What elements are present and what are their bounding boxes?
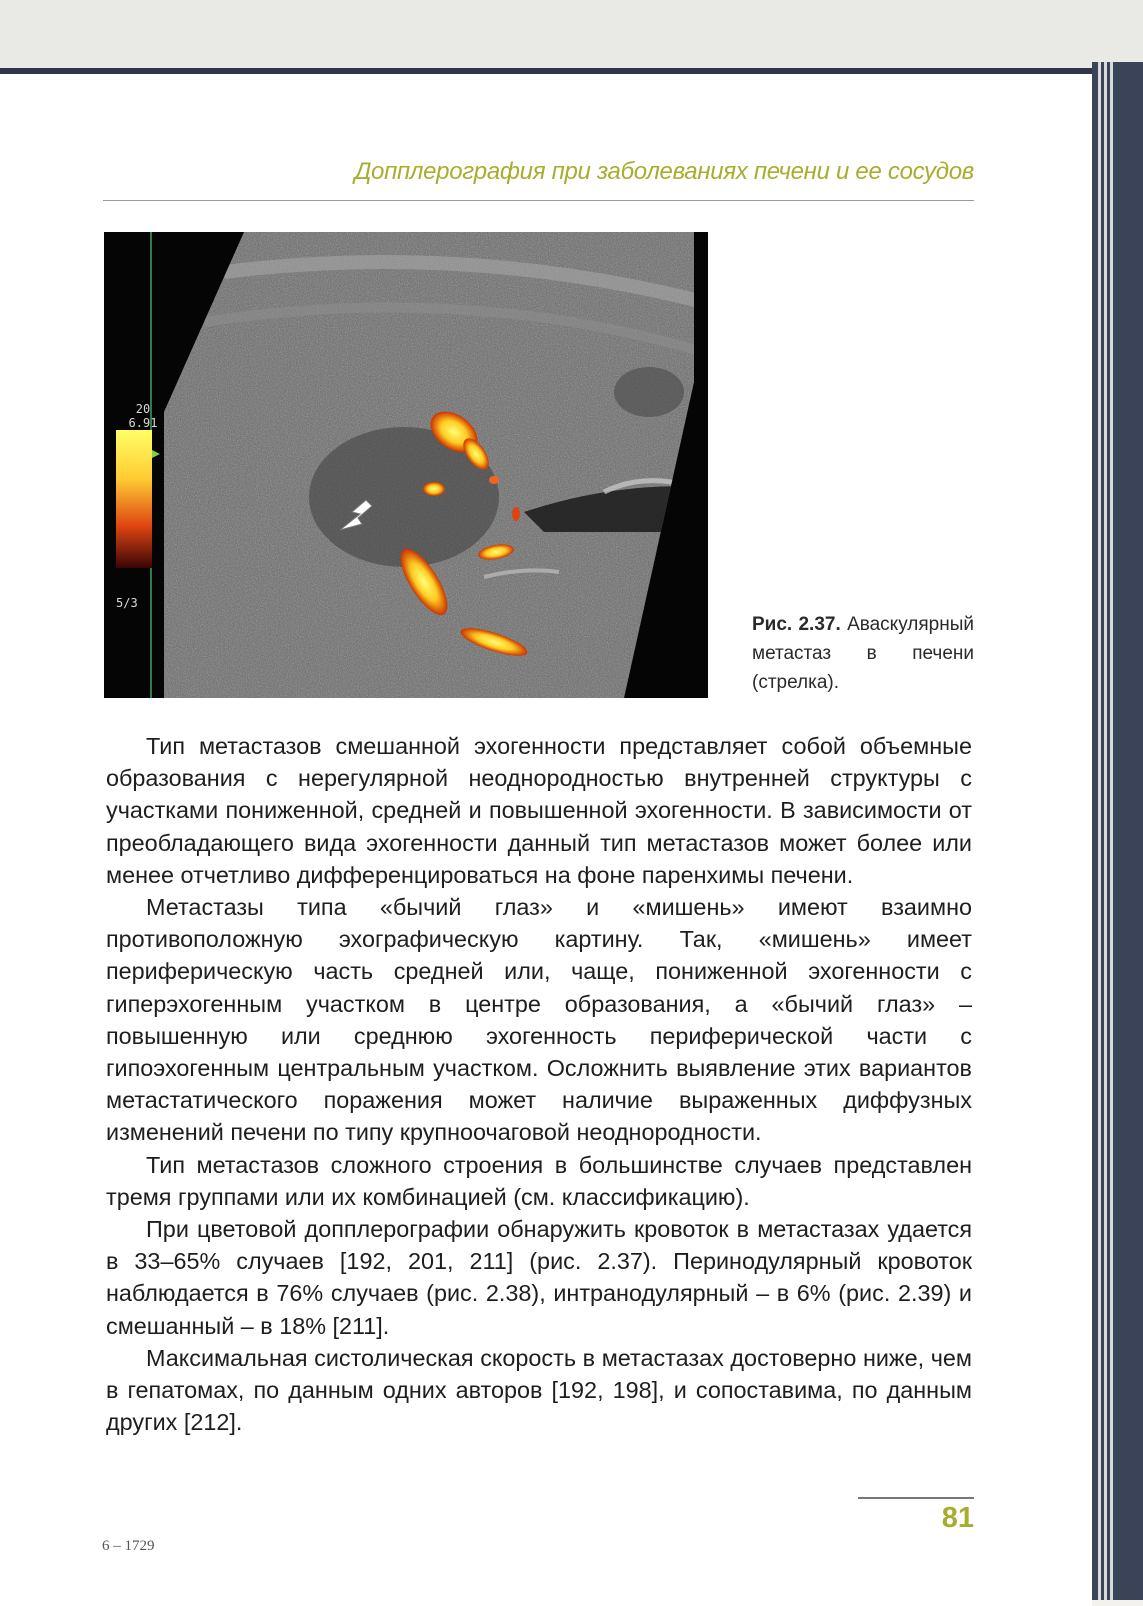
paragraph: Максимальная систолическая скорость в метастазах достоверно ниже, чем в гепатомах, по данным одних авторов [192, 198], и сопоставима, по данным других [212]. bbox=[106, 1344, 972, 1436]
body-text bbox=[106, 730, 972, 1438]
scan-top-margin bbox=[0, 0, 1143, 68]
scale-bottom-label: 5/3 bbox=[116, 596, 138, 610]
ultrasound-image bbox=[104, 232, 708, 698]
paragraph: Тип метастазов сложного строения в большинстве случаев представлен тремя группами или их комбинацией (см. классификацию). bbox=[106, 1151, 972, 1210]
book-cover-edge bbox=[1092, 62, 1143, 1600]
footer-rule bbox=[858, 1497, 974, 1499]
paragraph: Метастазы типа «бычий глаз» и «мишень» имеют взаимно противоположную эхографическую картину. Так, «мишень» имеет периферическую часть средней или, чаще, пониженной эхогенности с гиперэхогенным участком в центре образования, а «бычий глаз» – повышенную или среднюю эхогенность периферической части с гипоэхогенным центральным участком. Осложнить выявление этих вариантов метастатического поражения может наличие выраженных диффузных изменений печени по типу крупноочаговой неоднородности. bbox=[106, 894, 972, 1146]
header-rule bbox=[103, 200, 974, 201]
figure-caption-text: Аваскулярный метастаз в печени (стрелка). bbox=[752, 614, 974, 693]
paragraph: Тип метастазов смешанной эхогенности представляет собой объемные образования с нерегулярной неоднородностью внутренней структуры с участками пониженной, средней и повышенной эхогенности. В зависимости от преобладающего вида эхогенности данный тип метастазов может более или менее отчетливо дифференцироваться на фоне паренхимы печени. bbox=[106, 733, 972, 888]
running-head: Допплерография при заболеваниях печени и ее сосудов bbox=[354, 158, 974, 185]
color-scale-bar bbox=[116, 430, 152, 568]
paragraph: При цветовой допплерографии обнаружить кровоток в метастазах удается в 33–65% случаев [192, 201, 211] (рис. 2.37). Перинодулярный кровоток наблюдается в 76% случаев (рис. 2.38), интранодулярный – в 6% (рис. 2.39) и смешанный – в 18% [211]. bbox=[106, 1216, 972, 1339]
figure-caption-label: Рис. 2.37. bbox=[752, 614, 841, 635]
scale-top-label: 20 6.91 bbox=[128, 402, 158, 430]
figure-caption bbox=[752, 610, 974, 697]
printer-signature: 6 – 1729 bbox=[102, 1538, 155, 1554]
page-number: 81 bbox=[941, 1502, 974, 1534]
ultrasound-figure bbox=[104, 232, 708, 698]
